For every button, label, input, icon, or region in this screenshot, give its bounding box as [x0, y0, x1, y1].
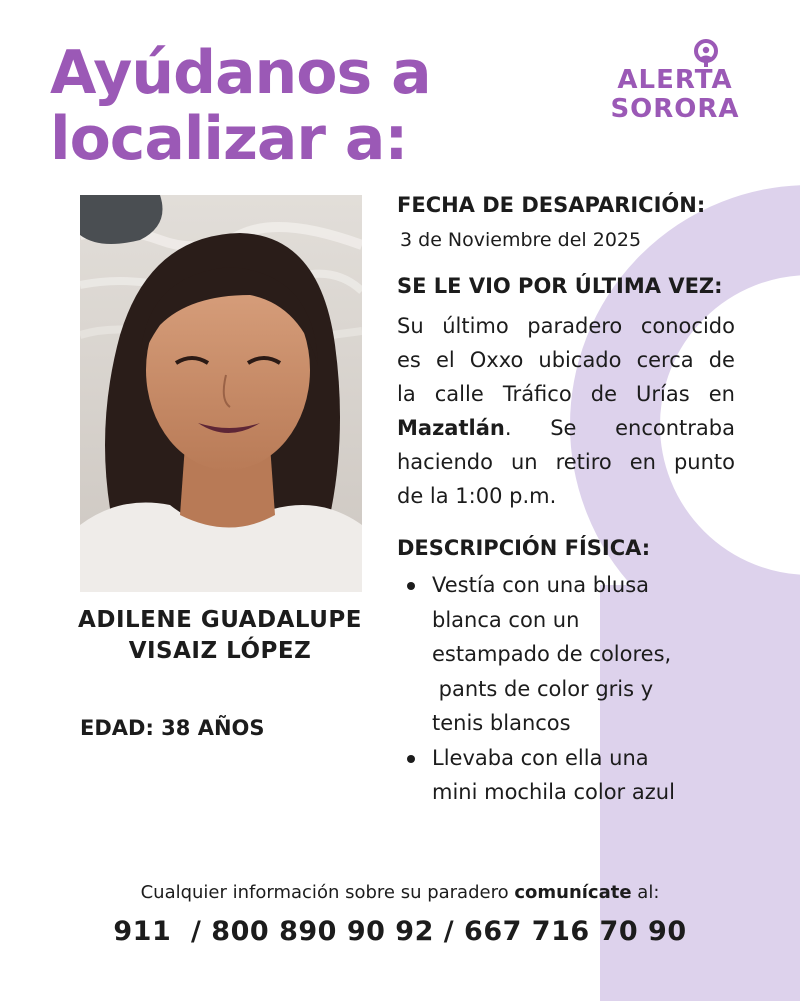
contact-phone-numbers: 911 / 800 890 90 92 / 667 716 70 90: [113, 916, 687, 947]
physical-description-list: [400, 568, 740, 810]
logo-text-line-1: ALERTA: [617, 65, 733, 95]
last-seen-line-1: Su último paradero conocido: [397, 314, 735, 338]
last-seen-line-3: la calle Tráfico de Urías en: [397, 382, 735, 406]
logo-text-line-2: SORORA: [610, 94, 740, 124]
last-seen-line-2: es el Oxxo ubicado cerca de: [397, 348, 735, 372]
last-seen-heading: SE LE VIO POR ÚLTIMA VEZ:: [397, 274, 723, 298]
headline-line-1: Ayúdanos a: [50, 38, 431, 108]
headline-line-2: localizar a:: [50, 104, 408, 174]
disappearance-date-heading: FECHA DE DESAPARICIÓN:: [397, 193, 706, 217]
last-seen-line-5: haciendo un retiro en punto: [397, 450, 735, 474]
missing-person-photo: [80, 195, 362, 592]
name-line-1: ADILENE GUADALUPE: [78, 607, 362, 633]
name-line-2: VISAIZ LÓPEZ: [128, 638, 312, 664]
missing-person-name: [50, 605, 390, 667]
contact-instructions: Cualquier información sobre su paradero comunícate al:: [140, 882, 660, 903]
page-headline: [50, 40, 510, 172]
list-item: Vestía con una blusa blanca con un estampado de colores, pants de color gris y tenis blancos: [400, 568, 740, 741]
list-item: Llevaba con ella una mini mochila color azul: [400, 741, 740, 810]
last-seen-description: [397, 309, 735, 513]
physical-description-heading: DESCRIPCIÓN FÍSICA:: [397, 536, 651, 560]
disappearance-date-value: 3 de Noviembre del 2025: [400, 229, 642, 251]
last-seen-line-6: de la 1:00 p.m.: [397, 484, 557, 508]
missing-person-age: EDAD: 38 AÑOS: [80, 716, 265, 740]
last-seen-line-4: Mazatlán. Se encontraba: [397, 416, 735, 440]
alerta-sorora-logo: [600, 38, 750, 128]
location-city: Mazatlán: [397, 416, 505, 440]
